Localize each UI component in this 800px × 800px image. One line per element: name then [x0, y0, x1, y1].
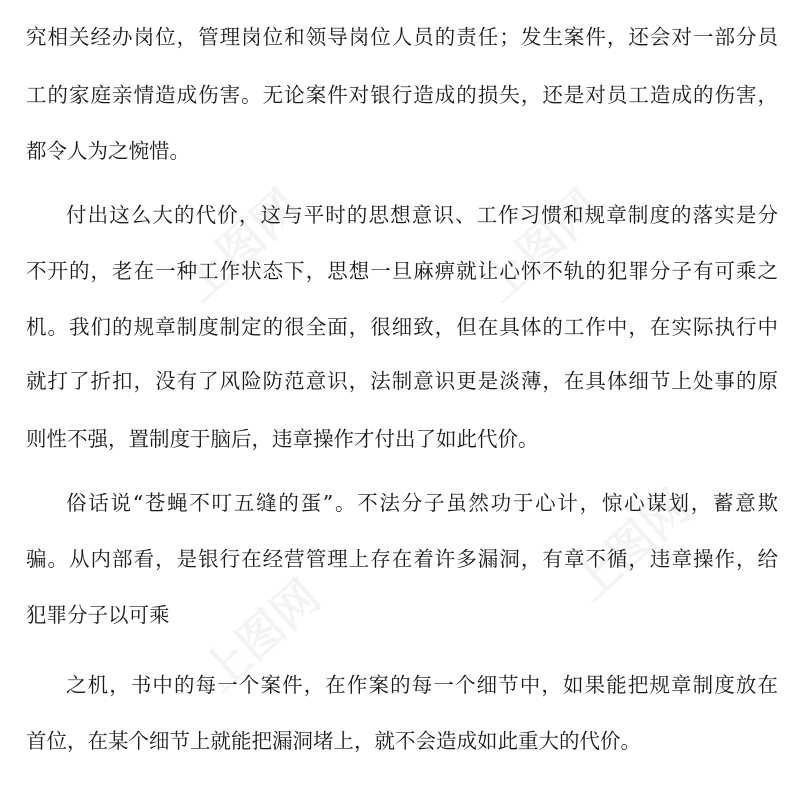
paragraph-2-line-3: 机。我们的规章制度制定的很全面，很细致，但在具体的工作中，在实际执行中	[26, 315, 778, 339]
paragraph-4-line-1: 之机，书中的每一个案件，在作案的每一个细节中，如果能把规章制度放在	[66, 673, 778, 697]
paragraph-1-line-3: 都令人为之惋惜。	[26, 139, 190, 163]
paragraph-1-line-1: 究相关经办岗位，管理岗位和领导岗位人员的责任；发生案件，还会对一部分员	[26, 25, 778, 49]
paragraph-3-line-2: 骗。从内部看，是银行在经营管理上存在着许多漏洞，有章不循，违章操作，给	[26, 547, 778, 571]
paragraph-4-line-2: 首位，在某个细节上就能把漏洞堵上，就不会造成如此重大的代价。	[26, 729, 641, 753]
paragraph-2-line-2: 不开的，老在一种工作状态下，思想一旦麻痹就让心怀不轨的犯罪分子有可乘之	[26, 259, 778, 283]
paragraph-2-line-5: 则性不强，置制度于脑后，违章操作才付出了如此代价。	[26, 427, 539, 451]
paragraph-3-line-1: 俗话说“苍蝇不叮五缝的蛋”。不法分子虽然功于心计，惊心谋划，蓄意欺	[66, 491, 778, 515]
paragraph-2-line-1: 付出这么大的代价，这与平时的思想意识、工作习惯和规章制度的落实是分	[66, 203, 778, 227]
paragraph-3-line-3: 犯罪分子以可乘	[26, 603, 170, 627]
paragraph-2-line-4: 就打了折扣，没有了风险防范意识，法制意识更是淡薄，在具体细节上处事的原	[26, 369, 778, 393]
watermark-1	[166, 172, 313, 313]
paragraph-1-line-2: 工的家庭亲情造成伤害。无论案件对银行造成的损失，还是对员工造成的伤害，	[26, 83, 778, 107]
watermark-2	[466, 172, 613, 313]
